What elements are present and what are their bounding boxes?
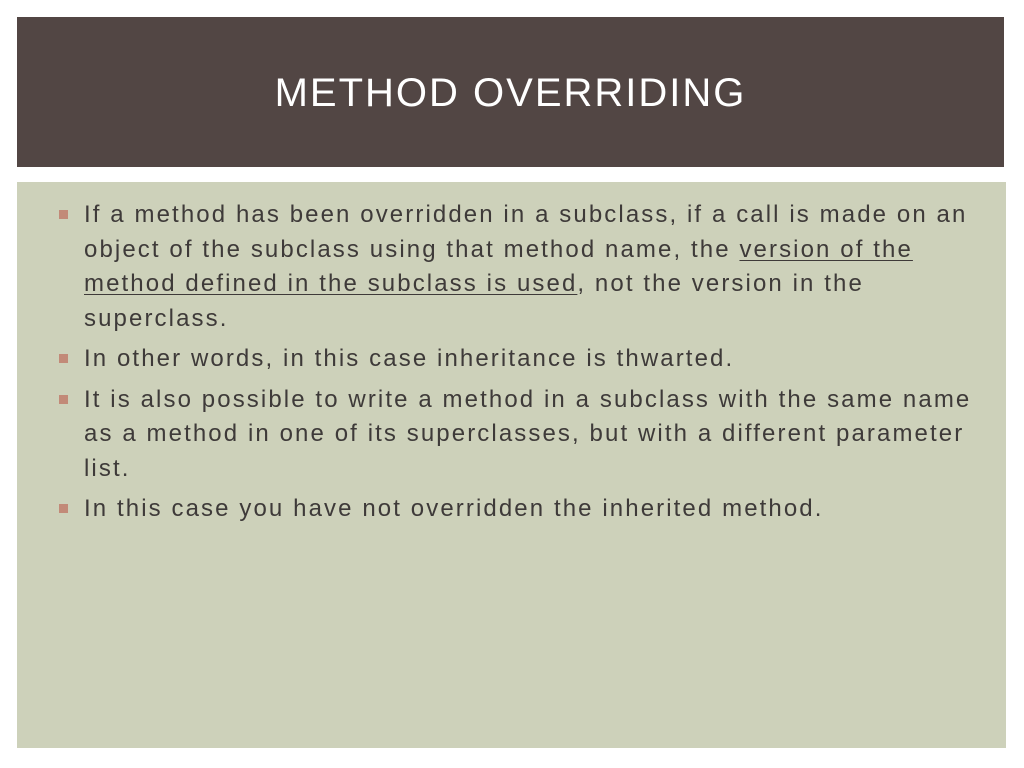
square-bullet-icon: [59, 395, 68, 404]
bullet-text-part: If a method has been overridden in a subclass, if a call is made on an object of the subclass using that method name, the: [84, 201, 968, 263]
bullet-text: In other words, in this case inheritance is thwarted.: [84, 345, 735, 372]
bullet-item: [59, 383, 979, 487]
bullet-text: In this case you have not overridden the inherited method.: [84, 495, 824, 522]
bullet-text: It is also possible to write a method in a subclass with the same name as a method in one of its superclasses, but with a different parameter list.: [84, 385, 972, 482]
bullet-item: [59, 198, 979, 336]
square-bullet-icon: [59, 210, 68, 219]
title-bar: [17, 17, 1004, 167]
content-area: [17, 182, 1006, 748]
bullet-item: [59, 492, 979, 527]
square-bullet-icon: [59, 504, 68, 513]
bullet-item: [59, 342, 979, 377]
underlined-emphasis: version of the method defined in the subclass is used: [84, 235, 913, 297]
bullet-list: [59, 198, 979, 533]
bullet-text-part: , not the version in the superclass.: [84, 270, 864, 332]
square-bullet-icon: [59, 354, 68, 363]
slide-title: METHOD OVERRIDING: [274, 70, 747, 115]
